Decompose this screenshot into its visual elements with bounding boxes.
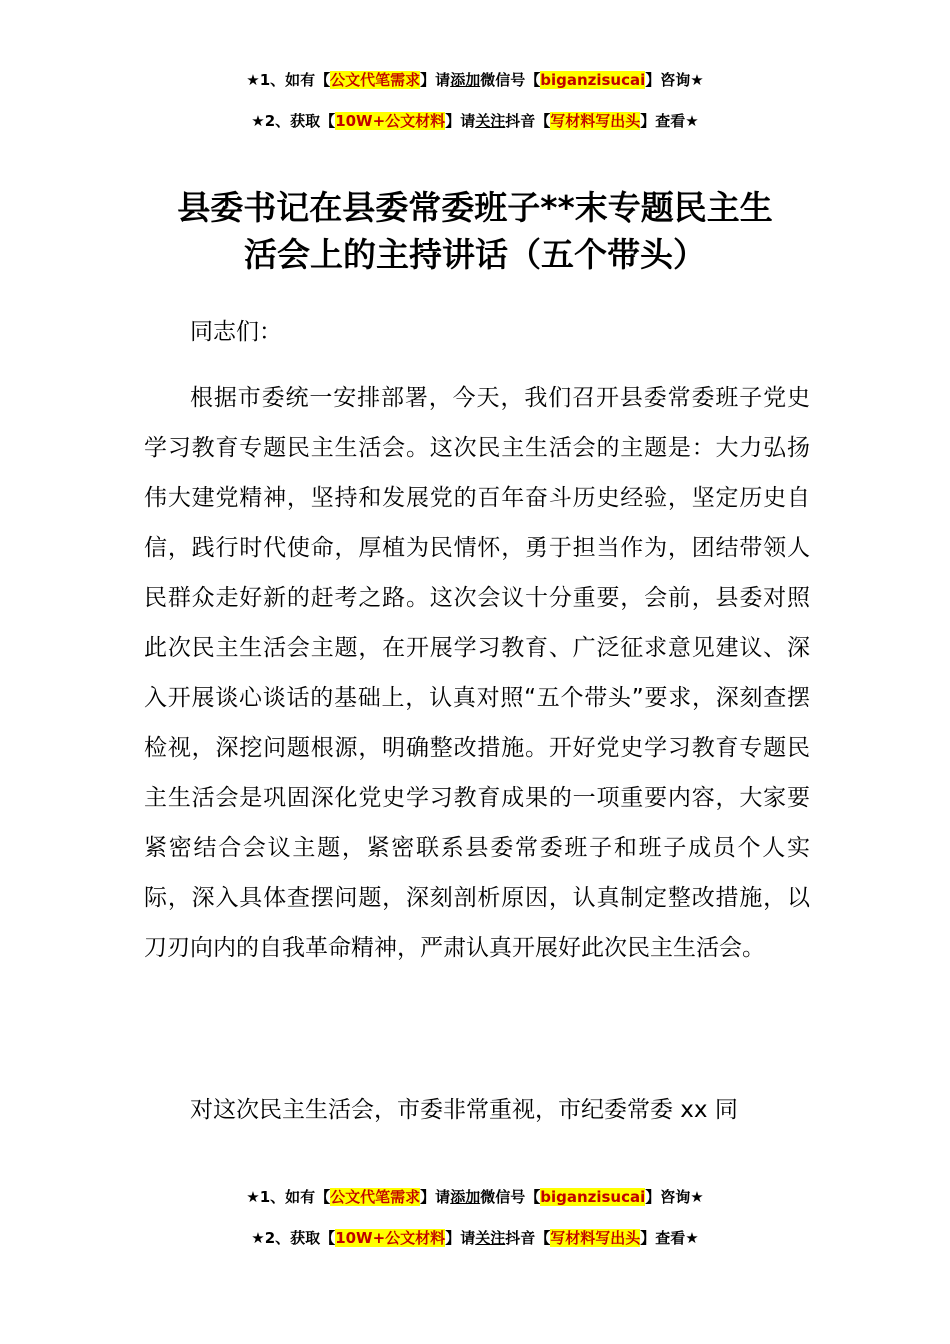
ad-suffix: 】咨询★ — [645, 71, 704, 89]
ad-highlight-douyin-id: 写材料写出头 — [550, 1229, 641, 1247]
ad-highlight-service: 公文代笔需求 — [330, 1188, 421, 1206]
ad-text: 抖音【 — [505, 112, 551, 130]
ad-text: 】请 — [420, 71, 451, 89]
ad-text: 】请 — [445, 112, 476, 130]
body-paragraph-1: 根据市委统一安排部署，今天，我们召开县委常委班子党史学习教育专题民主生活会。这次民主生活会的主题是：大力弘扬伟大建党精神，坚持和发展党的百年奋斗历史经验，坚定历史自信，践行时代使命，厚植为民情怀，勇于担当作为，团结带领人民群众走好新的赶考之路。这次会议十分重要，会前，县委对照此次民主生活会主题，在开展学习教育、广泛征求意见建议、深入开展谈心谈话的基础上，认真对照“五个带头”要求，深刻查摆检视，深挖问题根源，明确整改措施。开好党史学习教育专题民主生活会是巩固深化党史学习教育成果的一项重要内容，大家要紧密结合会议主题，紧密联系县委常委班子和班子成员个人实际，深入具体查摆问题，深刻剖析原因，认真制定整改措施，以刀刃向内的自我革命精神，严肃认真开展好此次民主生活会。 — [144, 385, 810, 961]
ad-banner-bottom-line-2 — [0, 1227, 950, 1249]
ad-prefix: ★2、获取【 — [251, 112, 336, 130]
body-paragraph-2: 对这次民主生活会，市委非常重视，市纪委常委 xx 同 — [190, 1097, 738, 1123]
ad-highlight-materials: 10W+公文材料 — [335, 112, 446, 130]
ad-text: 抖音【 — [505, 1229, 551, 1247]
ad-highlight-wechat-id: biganzisucai — [540, 1188, 646, 1206]
ad-suffix: 】查看★ — [640, 1229, 699, 1247]
greeting: 同志们： — [190, 319, 282, 345]
ad-emphasis: 关注 — [475, 112, 506, 130]
ad-text: 微信号【 — [480, 1188, 541, 1206]
ad-prefix: ★2、获取【 — [251, 1229, 336, 1247]
document-title — [140, 184, 810, 278]
ad-text: 】请 — [445, 1229, 476, 1247]
title-line-1: 县委书记在县委常委班子**末专题民主生 — [177, 188, 773, 227]
ad-highlight-douyin-id: 写材料写出头 — [550, 112, 641, 130]
title-line-2: 活会上的主持讲话（五个带头） — [244, 235, 706, 274]
ad-highlight-service: 公文代笔需求 — [330, 71, 421, 89]
ad-banner-bottom-line-1 — [0, 1186, 950, 1208]
ad-text: 】请 — [420, 1188, 451, 1206]
ad-emphasis: 添加 — [450, 71, 481, 89]
ad-highlight-wechat-id: biganzisucai — [540, 71, 646, 89]
ad-emphasis: 添加 — [450, 1188, 481, 1206]
ad-suffix: 】咨询★ — [645, 1188, 704, 1206]
ad-suffix: 】查看★ — [640, 112, 699, 130]
ad-text: 微信号【 — [480, 71, 541, 89]
ad-highlight-materials: 10W+公文材料 — [335, 1229, 446, 1247]
ad-prefix: ★1、如有【 — [246, 1188, 331, 1206]
ad-banner-top-line-1 — [0, 69, 950, 91]
ad-banner-top-line-2 — [0, 110, 950, 132]
ad-prefix: ★1、如有【 — [246, 71, 331, 89]
ad-emphasis: 关注 — [475, 1229, 506, 1247]
